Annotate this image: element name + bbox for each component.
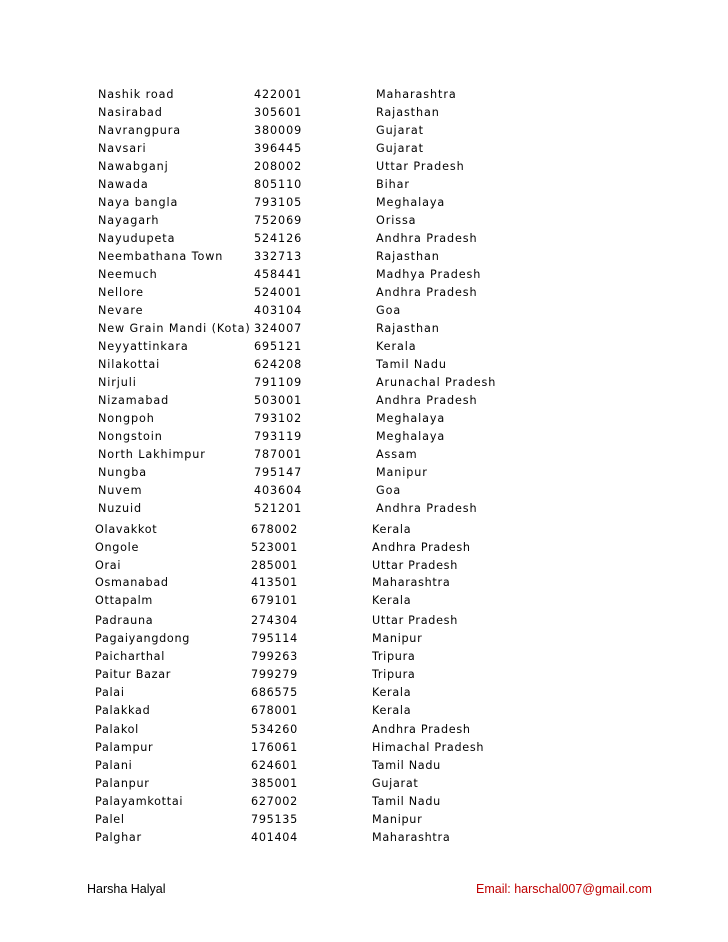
state-name: Goa (376, 304, 402, 317)
place-name: Paicharthal (95, 650, 166, 663)
place-name: New Grain Mandi (Kota) (98, 322, 251, 335)
place-name: Nuzuid (98, 502, 143, 515)
place-name: Nirjuli (98, 376, 137, 389)
pin-code: 627002 (251, 795, 298, 808)
state-name: Andhra Pradesh (376, 502, 478, 515)
place-name: Naya bangla (98, 196, 179, 209)
pin-code: 523001 (251, 541, 298, 554)
state-name: Andhra Pradesh (372, 541, 471, 554)
pin-code: 686575 (251, 686, 298, 699)
pin-code: 521201 (254, 502, 303, 515)
place-name: Nuvem (98, 484, 143, 497)
pin-code: 678002 (251, 523, 298, 536)
pin-code: 678001 (251, 704, 298, 717)
state-name: Uttar Pradesh (372, 614, 458, 627)
place-name: Osmanabad (95, 576, 169, 589)
place-name: North Lakhimpur (98, 448, 206, 461)
pin-code: 503001 (254, 394, 303, 407)
pin-code: 624601 (251, 759, 298, 772)
pin-code: 793105 (254, 196, 303, 209)
pin-code: 524001 (254, 286, 303, 299)
state-name: Gujarat (372, 777, 419, 790)
state-name: Uttar Pradesh (372, 559, 458, 572)
place-name: Neyyattinkara (98, 340, 189, 353)
pin-code: 458441 (254, 268, 303, 281)
state-name: Maharashtra (376, 88, 457, 101)
place-name: Nevare (98, 304, 144, 317)
pin-code: 805110 (254, 178, 303, 191)
pin-code: 324007 (254, 322, 303, 335)
pin-code: 413501 (251, 576, 298, 589)
place-name: Neemuch (98, 268, 158, 281)
pin-code: 793119 (254, 430, 303, 443)
place-name: Nongpoh (98, 412, 155, 425)
state-name: Maharashtra (372, 831, 451, 844)
place-name: Orai (95, 559, 122, 572)
place-name: Nizamabad (98, 394, 170, 407)
state-name: Rajasthan (376, 322, 440, 335)
state-name: Andhra Pradesh (372, 723, 471, 736)
pin-code: 534260 (251, 723, 298, 736)
place-name: Palghar (95, 831, 142, 844)
pin-code: 208002 (254, 160, 303, 173)
place-name: Nayagarh (98, 214, 160, 227)
state-name: Rajasthan (376, 250, 440, 263)
pin-code: 787001 (254, 448, 303, 461)
pin-code: 793102 (254, 412, 303, 425)
state-name: Rajasthan (376, 106, 440, 119)
pin-code: 799279 (251, 668, 298, 681)
pin-code: 403604 (254, 484, 303, 497)
pin-code: 799263 (251, 650, 298, 663)
place-name: Palampur (95, 741, 154, 754)
state-name: Goa (376, 484, 402, 497)
state-name: Andhra Pradesh (376, 394, 478, 407)
place-name: Palai (95, 686, 125, 699)
state-name: Meghalaya (376, 196, 446, 209)
pin-code: 752069 (254, 214, 303, 227)
state-name: Manipur (372, 813, 423, 826)
state-name: Meghalaya (376, 412, 446, 425)
place-name: Ongole (95, 541, 140, 554)
pin-code: 624208 (254, 358, 303, 371)
place-name: Nungba (98, 466, 148, 479)
state-name: Tripura (372, 668, 416, 681)
state-name: Manipur (372, 632, 423, 645)
place-name: Nayudupeta (98, 232, 176, 245)
pin-code: 176061 (251, 741, 298, 754)
state-name: Tripura (372, 650, 416, 663)
place-name: Olavakkot (95, 523, 158, 536)
place-name: Nasirabad (98, 106, 163, 119)
pin-code: 403104 (254, 304, 303, 317)
place-name: Nilakottai (98, 358, 161, 371)
state-name: Tamil Nadu (372, 795, 441, 808)
place-name: Palakol (95, 723, 139, 736)
place-name: Nawabganj (98, 160, 169, 173)
place-name: Palel (95, 813, 125, 826)
state-name: Kerala (372, 686, 412, 699)
place-name: Pagaiyangdong (95, 632, 191, 645)
place-name: Palani (95, 759, 133, 772)
footer-email: Email: harschal007@gmail.com (476, 882, 652, 896)
state-name: Orissa (376, 214, 417, 227)
place-name: Palanpur (95, 777, 150, 790)
place-name: Ottapalm (95, 594, 153, 607)
state-name: Gujarat (376, 124, 424, 137)
pin-code: 274304 (251, 614, 298, 627)
state-name: Tamil Nadu (372, 759, 441, 772)
state-name: Bihar (376, 178, 410, 191)
state-name: Uttar Pradesh (376, 160, 465, 173)
place-name: Navrangpura (98, 124, 182, 137)
pin-code: 396445 (254, 142, 303, 155)
pin-code: 401404 (251, 831, 298, 844)
pin-code: 795135 (251, 813, 298, 826)
pin-code: 422001 (254, 88, 303, 101)
place-name: Navsari (98, 142, 147, 155)
place-name: Palakkad (95, 704, 151, 717)
place-name: Nashik road (98, 88, 175, 101)
state-name: Maharashtra (372, 576, 451, 589)
pin-code: 791109 (254, 376, 303, 389)
state-name: Kerala (376, 340, 417, 353)
pin-code: 380009 (254, 124, 303, 137)
pin-code: 285001 (251, 559, 298, 572)
state-name: Manipur (376, 466, 428, 479)
place-name: Padrauna (95, 614, 154, 627)
place-name: Nongstoin (98, 430, 163, 443)
pin-code: 305601 (254, 106, 303, 119)
pin-code: 524126 (254, 232, 303, 245)
place-name: Paitur Bazar (95, 668, 172, 681)
place-name: Palayamkottai (95, 795, 184, 808)
state-name: Tamil Nadu (376, 358, 447, 371)
pin-code: 679101 (251, 594, 298, 607)
place-name: Neembathana Town (98, 250, 224, 263)
state-name: Arunachal Pradesh (376, 376, 497, 389)
pin-code: 385001 (251, 777, 298, 790)
state-name: Andhra Pradesh (376, 232, 478, 245)
state-name: Assam (376, 448, 418, 461)
pin-code: 332713 (254, 250, 303, 263)
state-name: Meghalaya (376, 430, 446, 443)
pin-code: 795114 (251, 632, 298, 645)
state-name: Madhya Pradesh (376, 268, 482, 281)
place-name: Nellore (98, 286, 144, 299)
state-name: Gujarat (376, 142, 424, 155)
state-name: Kerala (372, 594, 412, 607)
pin-code: 695121 (254, 340, 303, 353)
pin-code: 795147 (254, 466, 303, 479)
state-name: Himachal Pradesh (372, 741, 485, 754)
state-name: Andhra Pradesh (376, 286, 478, 299)
footer-author: Harsha Halyal (87, 882, 166, 896)
state-name: Kerala (372, 523, 412, 536)
place-name: Nawada (98, 178, 149, 191)
state-name: Kerala (372, 704, 412, 717)
